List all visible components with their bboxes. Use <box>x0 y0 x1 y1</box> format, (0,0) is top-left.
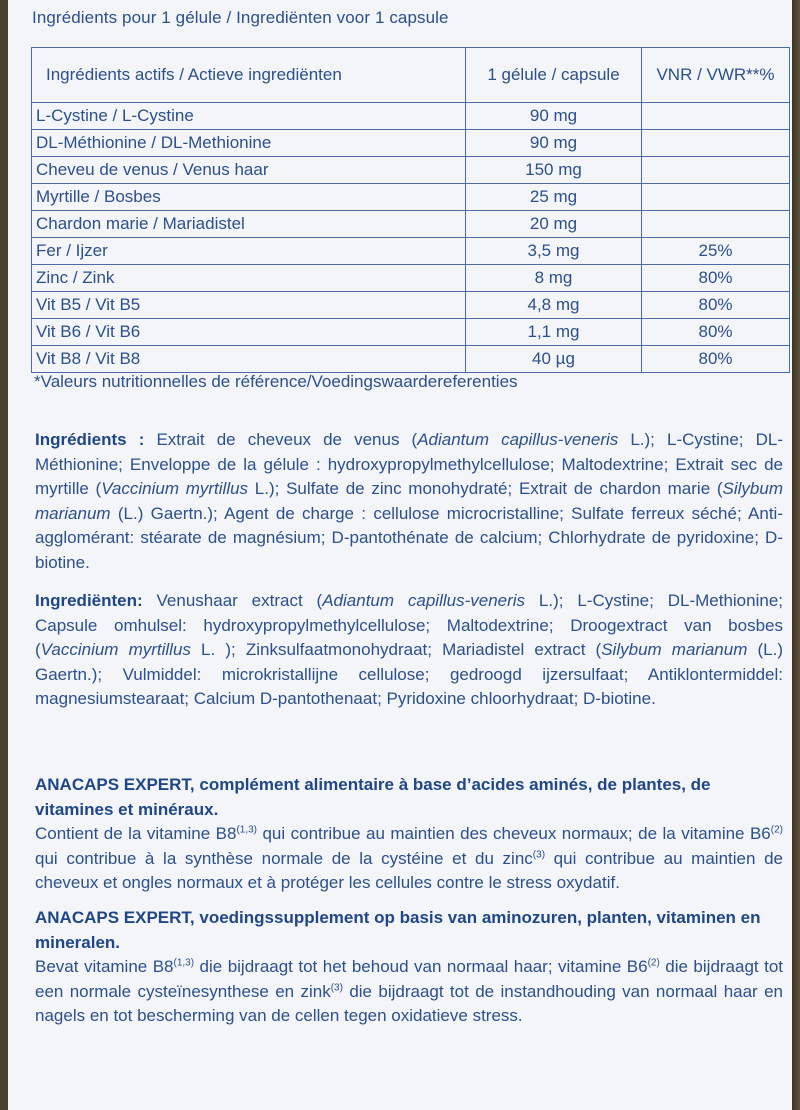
text-segment: Extrait de cheveux de venus ( <box>144 430 418 449</box>
ingredients-fr-label: Ingrédients : <box>35 430 145 449</box>
cell-dose: 150 mg <box>466 157 642 184</box>
table-row <box>32 103 790 130</box>
text-segment: die bijdraagt tot het behoud van normaal haar; vitamine B6 <box>194 957 648 976</box>
ingredients-fr <box>35 428 783 575</box>
footnote-ref: (3) <box>532 848 546 860</box>
table-row <box>32 211 790 238</box>
text-segment: qui contribue au maintien des cheveux normaux; de la vitamine B6 <box>257 824 771 843</box>
cell-vnr: 80% <box>642 346 790 373</box>
column-header-ingredient: Ingrédients actifs / Actieve ingrediënten <box>32 48 466 103</box>
latin-name: Adiantum capillus-veneris <box>417 430 619 449</box>
ingredients-nl <box>35 589 783 712</box>
claim-fr-body <box>35 822 783 896</box>
footnote-ref: (1,3) <box>173 957 195 969</box>
text-segment: L. ); Zinksulfaatmonohydraat; Mariadistel extract ( <box>190 640 602 659</box>
package-label <box>8 0 792 1110</box>
table-row <box>32 346 790 373</box>
text-segment: L.); Sulfate de zinc monohydraté; Extrait de chardon marie ( <box>248 479 723 498</box>
cell-ingredient: Vit B5 / Vit B5 <box>32 292 466 319</box>
table-row <box>32 238 790 265</box>
footnote-ref: (2) <box>647 957 660 969</box>
text-segment: qui contribue au maintien de cheveux et ongles normaux et à protéger les cellules contre le stress oxydatif. <box>35 848 783 892</box>
table-row <box>32 130 790 157</box>
brand-name: ANACAPS EXPERT <box>35 775 190 794</box>
claim-title-text: , voedingssupplement op basis van aminozuren, planten, vitaminen en mineralen. <box>35 908 761 952</box>
table-row <box>32 157 790 184</box>
cell-dose: 3,5 mg <box>466 238 642 265</box>
cell-ingredient: Chardon marie / Mariadistel <box>32 211 466 238</box>
cell-vnr <box>642 184 790 211</box>
box-edge-shadow <box>792 0 800 1110</box>
ingredients-nl-label: Ingrediënten: <box>35 591 143 610</box>
column-header-dose: 1 gélule / capsule <box>466 48 642 103</box>
footnote-ref: (3) <box>330 981 343 993</box>
text-segment: Bevat vitamine B8 <box>35 957 174 976</box>
cell-dose: 25 mg <box>466 184 642 211</box>
cell-ingredient: L-Cystine / L-Cystine <box>32 103 466 130</box>
cell-dose: 90 mg <box>466 103 642 130</box>
text-segment: die bijdraagt tot een normale cysteïnesynthese en zink <box>35 957 784 1001</box>
cell-dose: 1,1 mg <box>466 319 642 346</box>
cell-vnr <box>642 211 790 238</box>
nutrition-table <box>31 47 790 373</box>
text-segment: Contient de la vitamine B8 <box>35 824 237 843</box>
table-header-row <box>32 48 790 103</box>
table-row <box>32 265 790 292</box>
latin-name: Vaccinium myrtillus <box>40 640 191 659</box>
cell-vnr: 80% <box>642 265 790 292</box>
cell-vnr: 25% <box>642 238 790 265</box>
cell-vnr <box>642 157 790 184</box>
claim-nl-title <box>35 906 785 955</box>
cell-ingredient: Vit B6 / Vit B6 <box>32 319 466 346</box>
cell-dose: 40 µg <box>466 346 642 373</box>
text-segment: (L.) Gaertn.); Agent de charge : cellulose microcristalline; Sulfate ferreux séché; Anti-agglomérant: stéarate de magnésium; D-pantothénate de calcium; Chlorhydrate de pyridoxine; D-biotine. <box>35 503 783 572</box>
brand-name: ANACAPS EXPERT <box>35 908 190 927</box>
header-title: Ingrédients pour 1 gélule / Ingrediënten voor 1 capsule <box>32 8 449 27</box>
latin-name: Silybum marianum <box>601 640 748 659</box>
cell-ingredient: Vit B8 / Vit B8 <box>32 346 466 373</box>
cell-ingredient: Fer / Ijzer <box>32 238 466 265</box>
cell-ingredient: DL-Méthionine / DL-Methionine <box>32 130 466 157</box>
column-header-vnr: VNR / VWR**% <box>642 48 790 103</box>
text-segment: L.); L-Cystine; DL-Methionine; Capsule omhulsel: hydroxypropylmethylcellulose; Maltodextrine; Droogextract van bosbes ( <box>35 591 784 659</box>
cell-vnr: 80% <box>642 292 790 319</box>
claim-title-text: , complément alimentaire à base d’acides aminés, de plantes, de vitamines et minéraux. <box>35 775 711 819</box>
table-row <box>32 292 790 319</box>
latin-name: Vaccinium myrtillus <box>101 479 249 498</box>
claim-fr-title <box>35 773 785 822</box>
cell-dose: 4,8 mg <box>466 292 642 319</box>
claim-nl-body <box>35 955 783 1029</box>
table-footnote: *Valeurs nutritionnelles de référence/Voedingswaardereferenties <box>34 372 518 391</box>
text-segment: L.); L-Cystine; DL-Méthionine; Enveloppe de la gélule : hydroxypropylmethylcellulose; Maltodextrine; Extrait sec de myrtille ( <box>35 430 783 498</box>
table-row <box>32 184 790 211</box>
table-row <box>32 319 790 346</box>
cell-ingredient: Cheveu de venus / Venus haar <box>32 157 466 184</box>
table-body <box>32 103 790 373</box>
cell-dose: 90 mg <box>466 130 642 157</box>
cell-dose: 20 mg <box>466 211 642 238</box>
cell-vnr: 80% <box>642 319 790 346</box>
cell-ingredient: Myrtille / Bosbes <box>32 184 466 211</box>
latin-name: Adiantum capillus-veneris <box>322 591 526 610</box>
cell-vnr <box>642 103 790 130</box>
latin-name: Silybum marianum <box>35 479 783 523</box>
footnote-ref: (1,3) <box>236 824 257 836</box>
text-segment: qui contribue à la synthèse normale de la cystéine et du zinc <box>35 848 533 868</box>
text-segment: (L.) Gaertn.); Vulmiddel: microkristallijne cellulose; gedroogd ijzersulfaat; Antiklontermiddel: magnesiumstearaat; Calcium D-pantothenaat; Pyridoxine chloorhydraat; D-biotine. <box>35 640 784 708</box>
text-segment: die bijdraagt tot de instandhouding van normaal haar en nagels en tot bescherming van de cellen tegen oxidatieve stress. <box>35 981 783 1025</box>
cell-vnr <box>642 130 790 157</box>
cell-dose: 8 mg <box>466 265 642 292</box>
cell-ingredient: Zinc / Zink <box>32 265 466 292</box>
text-segment: Venushaar extract ( <box>142 591 323 610</box>
footnote-ref: (2) <box>770 824 783 836</box>
